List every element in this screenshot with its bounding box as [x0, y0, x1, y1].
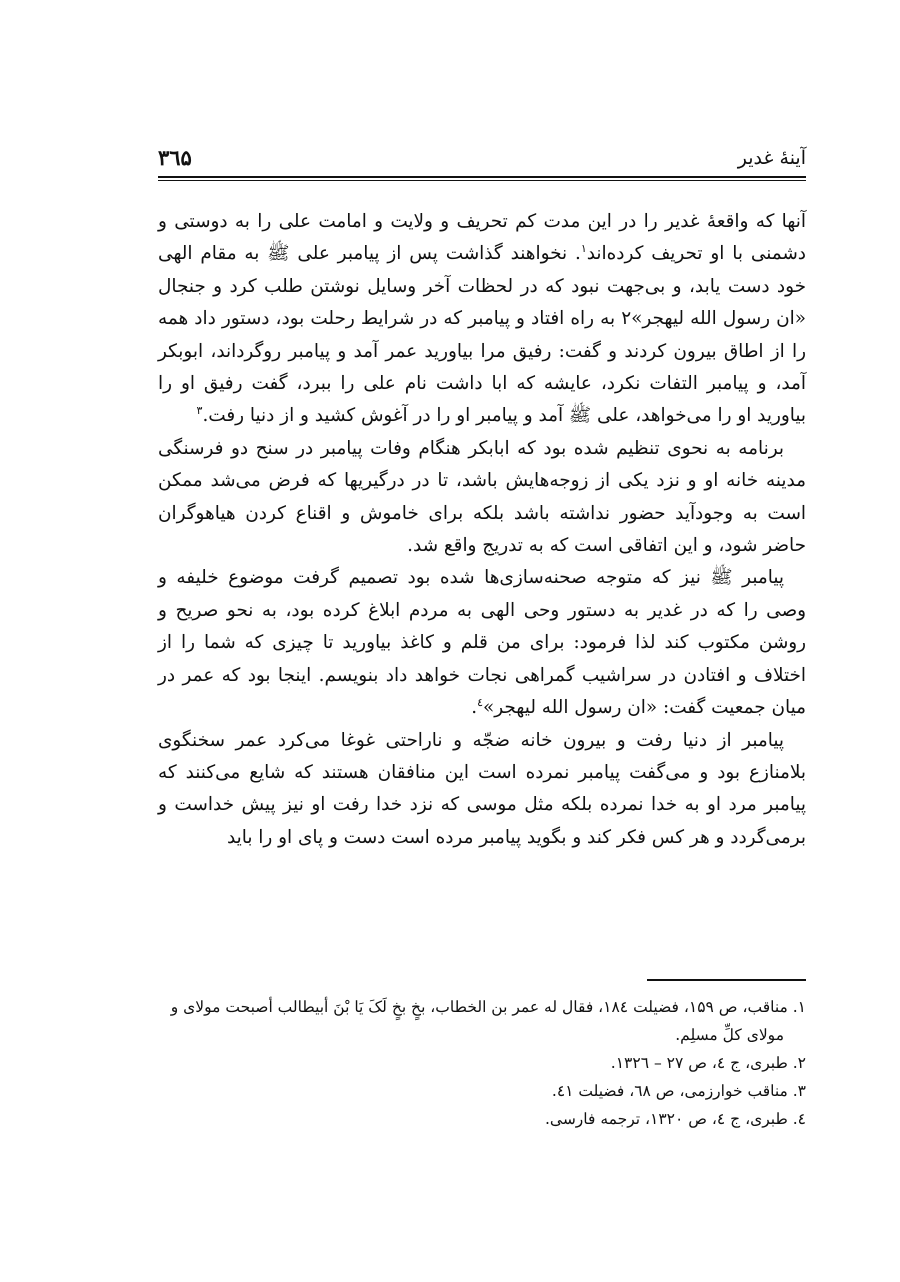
p3-text-b: . — [471, 697, 478, 719]
header-rule-thin — [158, 180, 806, 181]
main-text — [158, 206, 806, 854]
header-rule — [158, 176, 806, 178]
page-number: ۳٦۵ — [158, 145, 192, 170]
running-header — [158, 143, 806, 177]
footnote-ref-4: ٤ — [477, 695, 484, 709]
footnote-separator — [647, 979, 806, 981]
footnote-1: ۱. مناقب، ص ۱۵۹، فضیلت ۱۸٤، فقال له عمر بن الخطاب، بخٍ بخٍ لَکَ یَا بْنَ أبیطالب أصبحت مولای و — [170, 998, 806, 1016]
footnote-1-continued: مولای کلِّ مسلِم. — [675, 1026, 784, 1044]
paragraph-1 — [158, 206, 806, 433]
p1-text-b: . نخواهند گذاشت پس از پیامبر علی ﷺ به مقام الهی خود دست یابد، و بی‌جهت نبود که در لحظات آخر وسایل نوشتن طلب کرد و جنجال «ان رسول الله لیهجر»۲ به راه افتاد و پیامبر که در شرایط رحلت بود، دستور داد همه را از اطاق بیرون کردند و گفت: رفیق مرا بیاورید عمر آمد و پیامبر روگرداند، ابوبکر آمد، و پیامبر التفات نکرد، عایشه که ابا داشت نام علی را ببرد، گفت رفیق او را بیاورید او را می‌خواهد، علی ﷺ آمد و پیامبر او را در آغوش کشید و از دنیا رفت. — [158, 243, 806, 427]
footnote-ref-1: ۱ — [580, 242, 587, 256]
paragraph-4: پیامبر از دنیا رفت و بیرون خانه ضجّه و ناراحتی غوغا می‌کرد عمر سخنگوی بلامنازع بود و می‌گفت پیامبر نمرده است این منافقان هستند که شایع می‌کنند که پیامبر مرد او به خدا نمرده بلکه مثل موسی که نزد خدا رفت او نیز پیش خداست و برمی‌گردد و هر کس فکر کند و بگوید پیامبر مرده است دست و پای او را باید — [158, 729, 806, 848]
running-title: آینهٔ غدیر — [737, 147, 806, 169]
footnote-ref-3: ۳ — [196, 404, 203, 418]
p3-text-a: پیامبر ﷺ نیز که متوجه صحنه‌سازی‌ها شده بود تصمیم گرفت موضوع خلیفه و وصی را که در غدیر به دستور وحی الهی به مردم ابلاغ کرده بود، به نحو صریح و روشن مکتوب کند لذا فرمود: برای من قلم و کاغذ بیاورید تا چیزی که شما را از اختلاف و افتادن در سراشیب گمراهی نجات خواهد داد بنویسم. اینجا بود که عمر در میان جمعیت گفت: «ان رسول الله لیهجر» — [158, 567, 806, 719]
p1-text-a: آنها که واقعهٔ غدیر را در این مدت کم تحریف و ولایت و امامت علی را به دوستی و دشمنی با او تحریف کرده‌اند — [158, 211, 806, 265]
footnote-2: ۲. طبری، ج ٤، ص ۲۷ – ۱۳۲٦. — [610, 1054, 806, 1072]
footnote-3: ۳. مناقب خوارزمی، ص ٦۸، فضیلت ٤۱. — [551, 1082, 806, 1100]
footnote-4: ٤. طبری، ج ٤، ص ۱۳۲۰، ترجمه فارسی. — [544, 1110, 806, 1128]
paragraph-2: برنامه به نحوی تنظیم شده بود که ابابکر هنگام وفات پیامبر در سنح دو فرسنگی مدینه خانه او و نزد یکی از زوجه‌هایش باشد، تا در درگیریها که فرض می‌شد ممکن است به وجودآید حضور نداشته باشد بلکه برای خاموش و اقناع کردن هیاهوگران حاضر شود، و این اتفاقی است که به تدریج واقع شد. — [158, 437, 806, 557]
paragraph-3 — [158, 562, 806, 724]
footnotes — [140, 993, 806, 1133]
